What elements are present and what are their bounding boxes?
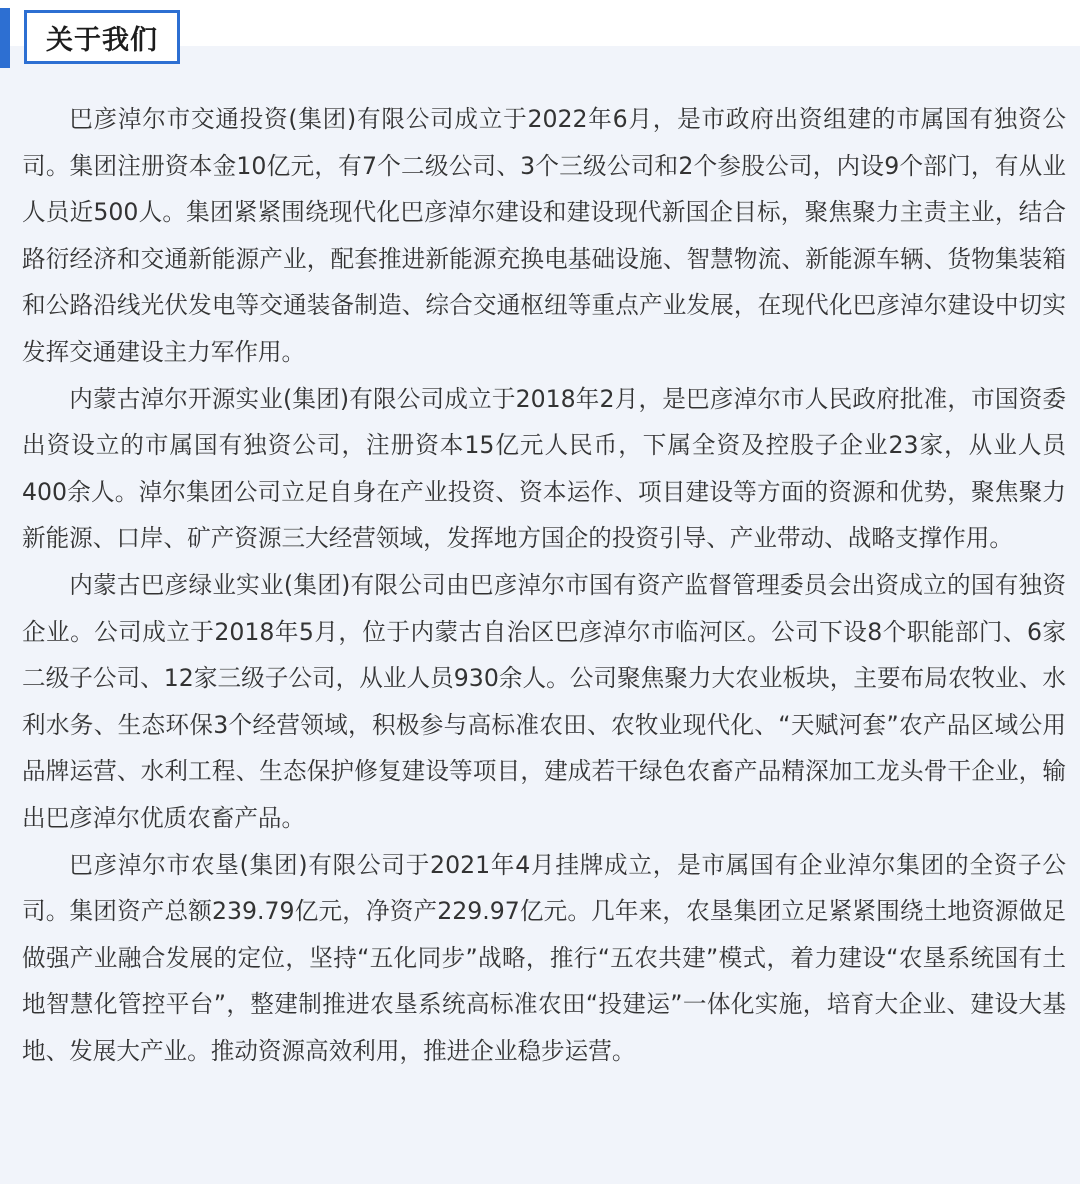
- header-accent-bar: [0, 8, 10, 68]
- paragraph-transport-investment: 巴彦淖尔市交通投资(集团)有限公司成立于2022年6月，是市政府出资组建的市属国有独资公司。集团注册资本金10亿元，有7个二级公司、3个三级公司和2个参股公司，内设9个部门，有从业人员近500人。集团紧紧围绕现代化巴彦淖尔建设和建设现代新国企目标，聚焦聚力主责主业，结合路衍经济和交通新能源产业，配套推进新能源充换电基础设施、智慧物流、新能源车辆、货物集装箱和公路沿线光伏发电等交通装备制造、综合交通枢纽等重点产业发展，在现代化巴彦淖尔建设中切实发挥交通建设主力军作用。: [22, 105, 1066, 366]
- paragraph-nongken: 巴彦淖尔市农垦(集团)有限公司于2021年4月挂牌成立，是市属国有企业淖尔集团的全资子公司。集团资产总额239.79亿元，净资产229.97亿元。几年来，农垦集团立足紧紧围绕土地资源做足做强产业融合发展的定位，坚持“五化同步”战略，推行“五农共建”模式，着力建设“农垦系统国有土地智慧化管控平台”，整建制推进农垦系统高标准农田“投建运”一体化实施，培育大企业、建设大基地、发展大产业。推动资源高效利用，推进企业稳步运营。: [22, 850, 1066, 1065]
- article-body: [22, 96, 1066, 1074]
- section-header: [24, 10, 180, 64]
- paragraph-bayan-lvye: 内蒙古巴彦绿业实业(集团)有限公司由巴彦淖尔市国有资产监督管理委员会出资成立的国有独资企业。公司成立于2018年5月，位于内蒙古自治区巴彦淖尔市临河区。公司下设8个职能部门、6家二级子公司、12家三级子公司，从业人员930余人。公司聚焦聚力大农业板块，主要布局农牧业、水利水务、生态环保3个经营领域，积极参与高标准农田、农牧业现代化、“天赋河套”农产品区域公用品牌运营、水利工程、生态保护修复建设等项目，建成若干绿色农畜产品精深加工龙头骨干企业，输出巴彦淖尔优质农畜产品。: [22, 570, 1066, 832]
- paragraph-naoer-kaiyuan: 内蒙古淖尔开源实业(集团)有限公司成立于2018年2月，是巴彦淖尔市人民政府批准，市国资委出资设立的市属国有独资公司，注册资本15亿元人民币，下属全资及控股子企业23家，从业人员400余人。淖尔集团公司立足自身在产业投资、资本运作、项目建设等方面的资源和优势，聚焦聚力新能源、口岸、矿产资源三大经营领域，发挥地方国企的投资引导、产业带动、战略支撑作用。: [22, 384, 1066, 553]
- section-title: 关于我们: [46, 24, 158, 56]
